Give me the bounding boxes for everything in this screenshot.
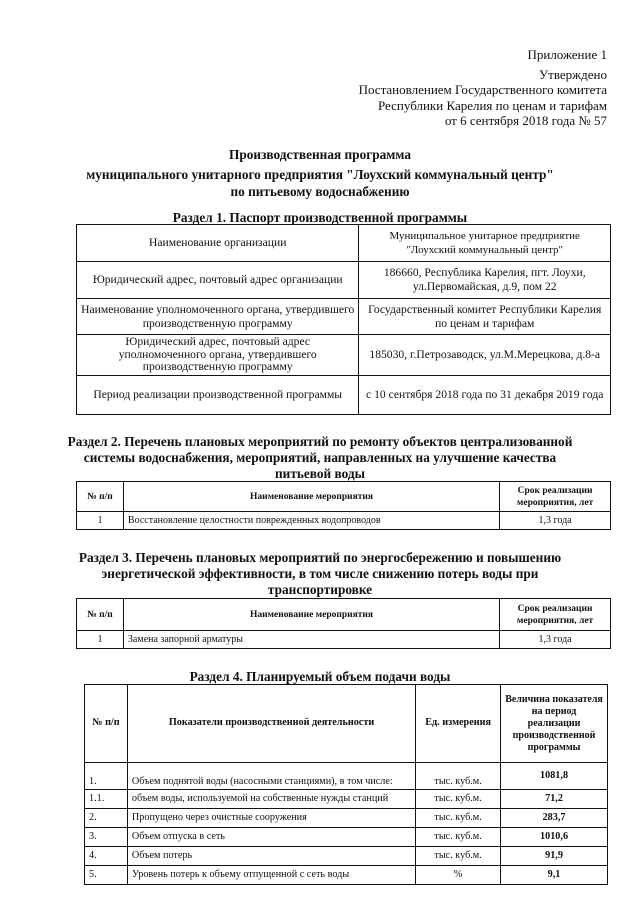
section2-heading xyxy=(0,434,640,482)
table-row xyxy=(77,299,611,335)
table-row xyxy=(85,828,608,847)
passport-label: Юридический адрес, почтовый адрес организации xyxy=(77,262,359,299)
table-header-row xyxy=(85,685,608,763)
section3-heading-line-1: Раздел 3. Перечень плановых мероприятий по энергосбережению и повышению xyxy=(78,550,562,565)
table-row xyxy=(85,866,608,885)
row-unit: тыс. куб.м. xyxy=(416,809,501,828)
table-row xyxy=(85,847,608,866)
row-num: 4. xyxy=(85,847,128,866)
passport-value: 186660, Республика Карелия, пгт. Лоухи, ул.Первомайская, д.9, пом 22 xyxy=(359,262,611,299)
approved-label: Утверждено xyxy=(538,66,607,82)
col-header-term: Срок реализации мероприятия, лет xyxy=(500,482,611,512)
col-header-indicator: Показатели производственной деятельности xyxy=(127,685,415,763)
row-indicator: Объем потерь xyxy=(127,847,415,866)
row-value: 91,9 xyxy=(501,847,608,866)
row-unit: тыс. куб.м. xyxy=(416,828,501,847)
water-supply-table xyxy=(84,684,608,885)
decree-label: Постановлением Государственного комитета xyxy=(358,82,607,97)
row-num: 3. xyxy=(85,828,128,847)
row-unit: тыс. куб.м. xyxy=(416,790,501,809)
row-num: 1 xyxy=(77,512,124,530)
section3-heading xyxy=(0,550,640,598)
table-row xyxy=(85,790,608,809)
row-unit: тыс. куб.м. xyxy=(416,763,501,790)
table-header-row xyxy=(77,599,611,631)
row-num: 1. xyxy=(85,763,128,790)
row-num: 5. xyxy=(85,866,128,885)
table-row xyxy=(85,763,608,790)
col-header-name: Наименование мероприятия xyxy=(123,482,499,512)
row-num: 1.1. xyxy=(85,790,128,809)
table-row xyxy=(77,262,611,299)
col-header-num: № п/п xyxy=(77,482,124,512)
row-term: 1,3 года xyxy=(500,631,611,649)
table-row xyxy=(77,631,611,649)
row-name: Восстановление целостности поврежденных водопроводов xyxy=(123,512,499,530)
row-value: 9,1 xyxy=(501,866,608,885)
section4-heading: Раздел 4. Планируемый объем подачи воды xyxy=(189,669,451,684)
section1-heading: Раздел 1. Паспорт производственной программы xyxy=(172,210,468,225)
table-row xyxy=(77,512,611,530)
repair-measures-table xyxy=(76,481,611,530)
row-term: 1,3 года xyxy=(500,512,611,530)
section3-heading-line-2: энергетической эффективности, в том числе снижению потерь воды при xyxy=(101,566,539,581)
row-indicator: Уровень потерь к объему отпущенной с сеть воды xyxy=(127,866,415,885)
energy-measures-table xyxy=(76,598,611,649)
passport-label: Наименование организации xyxy=(77,225,359,262)
decree-date: от 6 сентября 2018 года № 57 xyxy=(444,113,607,128)
section3-heading-line-3: транспортировке xyxy=(267,582,373,597)
row-value: 71,2 xyxy=(501,790,608,809)
approval-header xyxy=(359,47,607,129)
passport-value: 185030, г.Петрозаводск, ул.М.Мерецкова, д.8-а xyxy=(359,335,611,376)
row-value: 1010,6 xyxy=(501,828,608,847)
section2-heading-line-3: питьевой воды xyxy=(275,466,365,481)
row-indicator: объем воды, используемой на собственные нужды станций xyxy=(127,790,415,809)
row-indicator: Пропущено через очистные сооружения xyxy=(127,809,415,828)
passport-value: Государственный комитет Республики Карелия по ценам и тарифам xyxy=(359,299,611,335)
col-header-term: Срок реализации мероприятия, лет xyxy=(500,599,611,631)
table-row xyxy=(77,335,611,376)
row-unit: % xyxy=(416,866,501,885)
passport-value: с 10 сентября 2018 года по 31 декабря 2019 года xyxy=(359,375,611,414)
col-header-unit: Ед. измерения xyxy=(416,685,501,763)
passport-label: Наименование уполномоченного органа, утвердившего производственную программу xyxy=(77,299,359,335)
row-indicator: Объем отпуска в сеть xyxy=(127,828,415,847)
row-unit: тыс. куб.м. xyxy=(416,847,501,866)
passport-label: Период реализации производственной программы xyxy=(77,375,359,414)
document-title xyxy=(0,146,640,200)
passport-value: Муниципальное унитарное предприятие "Лоухский коммунальный центр" xyxy=(359,225,611,262)
title-line-2: муниципального унитарного предприятия "Лоухский коммунальный центр" xyxy=(86,167,554,182)
table-row xyxy=(77,375,611,414)
col-header-name: Наименование мероприятия xyxy=(123,599,499,631)
title-line-1: Производственная программа xyxy=(229,147,411,162)
row-value: 1081,8 xyxy=(501,763,608,790)
row-num: 1 xyxy=(77,631,124,649)
section2-heading-line-1: Раздел 2. Перечень плановых мероприятий по ремонту объектов централизованной xyxy=(67,434,573,449)
row-indicator: Объем поднятой воды (насосными станциями), в том числе: xyxy=(127,763,415,790)
passport-label: Юридический адрес, почтовый адрес уполномоченного органа, утвердившего производственную программу xyxy=(77,335,359,376)
passport-table xyxy=(76,224,611,415)
committee-label: Республики Карелия по ценам и тарифам xyxy=(377,97,607,113)
row-name: Замена запорной арматуры xyxy=(123,631,499,649)
table-header-row xyxy=(77,482,611,512)
col-header-value: Величина показателя на период реализации производственной программы xyxy=(501,685,608,763)
col-header-num: № п/п xyxy=(85,685,128,763)
title-line-3: по питьевому водоснабжению xyxy=(230,184,410,199)
row-value: 283,7 xyxy=(501,809,608,828)
col-header-num: № п/п xyxy=(77,599,124,631)
section2-heading-line-2: системы водоснабжения, мероприятий, направленных на улучшение качества xyxy=(83,450,557,465)
appendix-label: Приложение 1 xyxy=(527,47,607,62)
table-row xyxy=(77,225,611,262)
table-row xyxy=(85,809,608,828)
row-num: 2. xyxy=(85,809,128,828)
